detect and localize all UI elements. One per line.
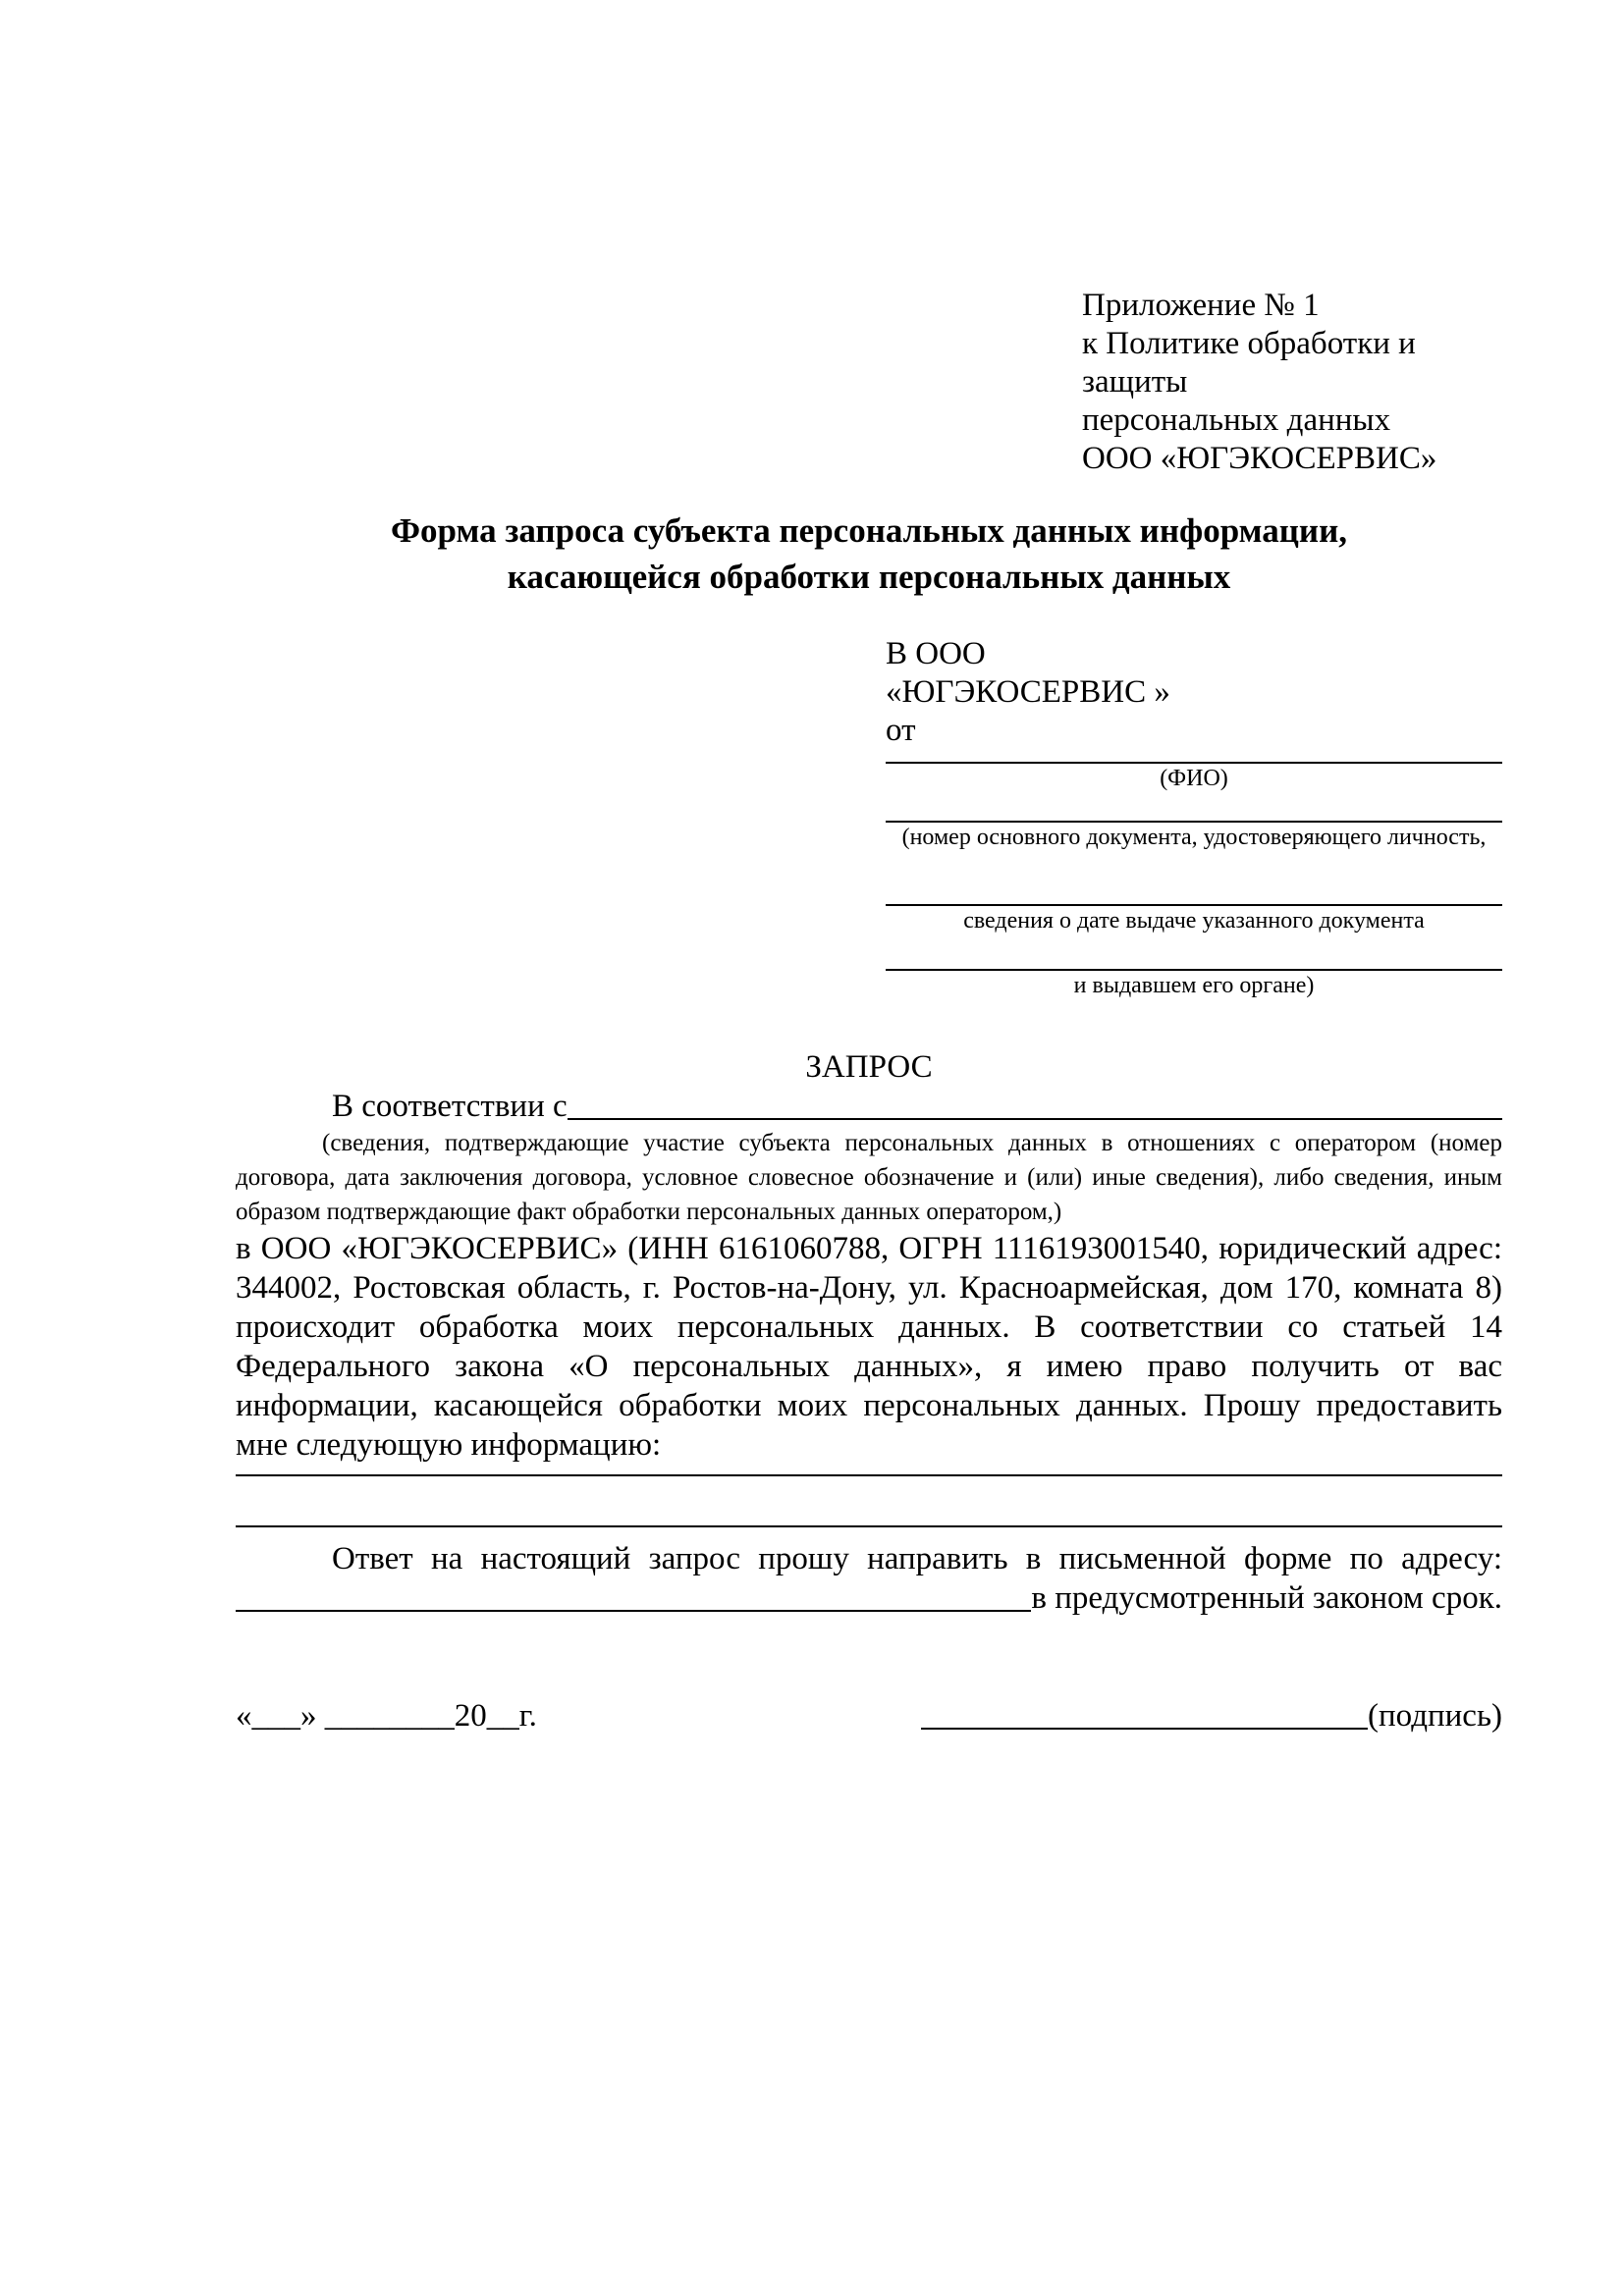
fineprint-note: (сведения, подтверждающие участие субъекта персональных данных в отношениях с оператором (номер договора, дата заключения договора, условное словесное обозначение и (или) иные сведения), либо сведения, иным образом подтверждающие факт обработки персональных данных оператором,) bbox=[236, 1130, 1502, 1225]
addressee-block bbox=[886, 635, 1502, 1000]
date-blank-line: «___» ________20__г. bbox=[236, 1698, 537, 1734]
document-number-caption: (номер основного документа, удостоверяющего личность, bbox=[901, 825, 1487, 850]
fio-blank-line bbox=[886, 750, 1502, 764]
document-title bbox=[236, 507, 1502, 600]
signature-blank-line bbox=[921, 1696, 1368, 1730]
request-body-paragraph: в ООО «ЮГЭКОСЕРВИС» (ИНН 6161060788, ОГРН 1116193001540, юридический адрес: 344002, Ростовская область, г. Ростов-на-Дону, ул. Красноармейская, дом 170, комната 8) происходит обработка моих персональных данных. В соответствии со статьей 14 Федерального закона «О персональных данных», я имею право получить от вас информации, касающейся обработки моих персональных данных. Прошу предоставить мне следующую информацию: bbox=[236, 1231, 1502, 1463]
issuer-blank-line bbox=[886, 935, 1502, 971]
issue-date-blank-line bbox=[886, 852, 1502, 906]
appendix-line: персональных данных bbox=[1082, 402, 1391, 438]
info-blank-line-1 bbox=[236, 1465, 1502, 1476]
appendix-line: к Политике обработки и защиты bbox=[1082, 326, 1416, 400]
signature-caption: (подпись) bbox=[1368, 1698, 1502, 1734]
intro-row bbox=[236, 1087, 1502, 1126]
intro-label: В соответствии с bbox=[332, 1089, 568, 1124]
document-title-line2: касающейся обработки персональных данных bbox=[507, 558, 1231, 596]
fio-caption: (ФИО) bbox=[1160, 766, 1228, 791]
address-blank-line bbox=[236, 1578, 1031, 1612]
document-number-blank-line bbox=[886, 793, 1502, 823]
addressee-org-line1: В ООО bbox=[886, 636, 986, 671]
request-heading: ЗАПРОС bbox=[805, 1049, 933, 1085]
appendix-line: Приложение № 1 bbox=[1082, 288, 1320, 323]
signature-block bbox=[921, 1696, 1502, 1735]
info-blank-line-2 bbox=[236, 1476, 1502, 1527]
answer-term-text: в предусмотренный законом срок. bbox=[1031, 1580, 1502, 1616]
issue-date-caption: сведения о дате выдаче указанного документа bbox=[963, 908, 1425, 934]
appendix-block bbox=[1082, 287, 1502, 478]
answer-address-line: Ответ на настоящий запрос прошу направить в письменной форме по адресу: bbox=[332, 1541, 1502, 1576]
addressee-org-line2: «ЮГЭКОСЕРВИС » bbox=[886, 674, 1170, 710]
addressee-from-label: от bbox=[886, 713, 916, 748]
appendix-line: ООО «ЮГЭКОСЕРВИС» bbox=[1082, 441, 1437, 476]
issuer-caption: и выдавшем его органе) bbox=[1073, 973, 1315, 998]
document-title-line1: Форма запроса субъекта персональных данных информации, bbox=[390, 511, 1348, 550]
answer-term-row bbox=[236, 1578, 1502, 1618]
intro-blank-line bbox=[568, 1087, 1502, 1120]
date-signature-row bbox=[236, 1696, 1502, 1735]
